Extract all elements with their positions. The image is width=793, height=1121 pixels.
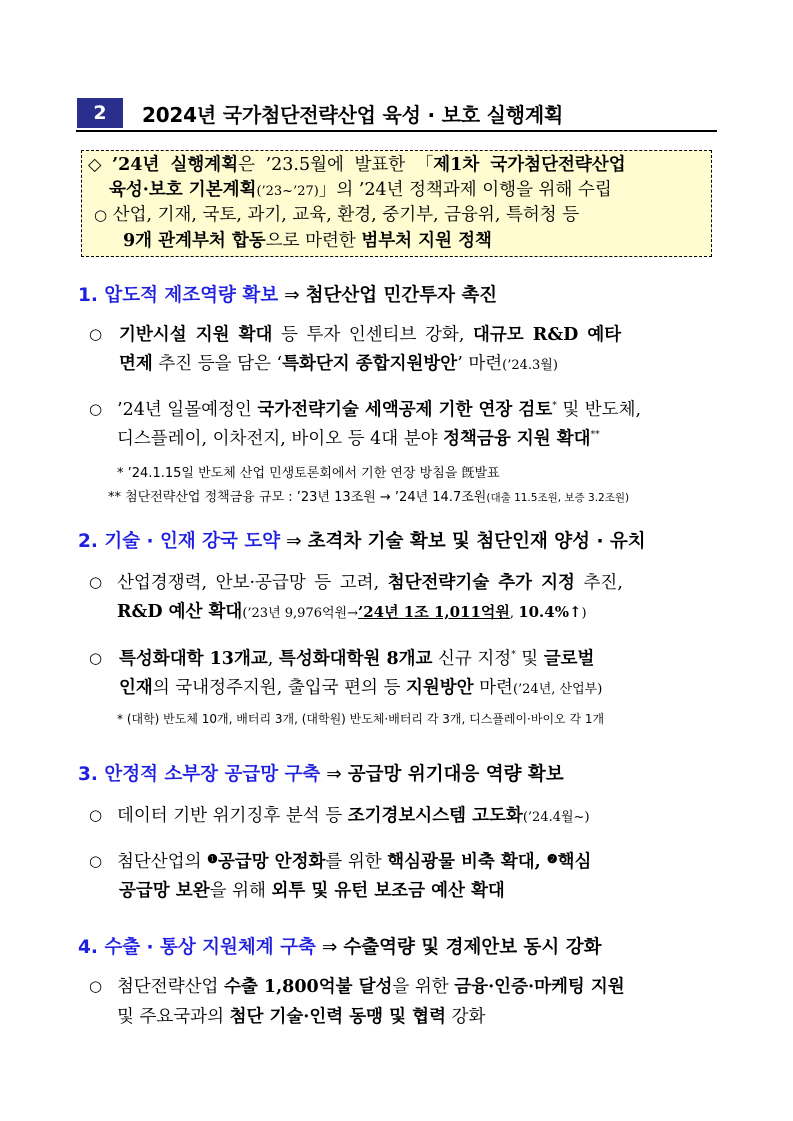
s1-note-2: ** 첨단전략산업 정책금융 규모 : ’23년 13조원 → ’24년 14.7조원(대출 11.5조원, 보증 3.2조원) xyxy=(108,490,630,505)
s3-b1-line1: 데이터 기반 위기징후 분석 등 조기경보시스템 고도화(’24.4월~) xyxy=(117,806,590,826)
bullet-icon: ○ xyxy=(89,852,103,870)
s3-b2-line1: 첨단산업의 $^❶$공급망 안정화를 위한 핵심광물 비축 확대, $^❷$핵심 xyxy=(117,852,592,872)
bullet-icon: ○ xyxy=(89,649,103,667)
summary-line-4: 9개 관계부처 합동으로 마련한 범부처 지원 정책 xyxy=(123,231,492,251)
heading-3: 3. 안정적 소부장 공급망 구축 ⇒ 공급망 위기대응 역량 확보 xyxy=(78,764,564,785)
heading-1: 1. 압도적 제조역량 확보 ⇒ 첨단산업 민간투자 촉진 xyxy=(78,285,498,306)
bullet-icon: ○ xyxy=(89,573,103,591)
summary-line-1: ◇ ’24년 실행계획은 ’23.5월에 발표한 「제1차 국가첨단전략산업 xyxy=(88,155,626,175)
bullet-icon: ○ xyxy=(89,325,103,343)
s3-b2-line2: 공급망 보완을 위해 외투 및 유턴 보조금 예산 확대 xyxy=(119,881,505,901)
section-number: 2 xyxy=(77,98,123,128)
bullet-icon: ○ xyxy=(89,400,103,418)
section-header xyxy=(76,96,717,132)
s1-b1-line1: 기반시설 지원 확대 등 투자 인센티브 강화, 대규모 R&D 예타 xyxy=(119,325,622,345)
s1-b1-line2: 면제 추진 등을 담은 ‘특화단지 종합지원방안’ 마련(’24.3월) xyxy=(119,354,558,374)
summary-box xyxy=(81,150,712,257)
heading-4: 4. 수출 · 통상 지원체계 구축 ⇒ 수출역량 및 경제안보 동시 강화 xyxy=(78,937,602,958)
section-title: 2024년 국가첨단전략산업 육성 · 보호 실행계획 xyxy=(142,103,564,127)
summary-line-2: 육성·보호 기본계획(’23~’27)」의 ’24년 정책과제 이행을 위해 수립 xyxy=(109,180,612,200)
bullet-icon: ○ xyxy=(89,977,103,995)
s2-b1-line1: 산업경쟁력, 안보·공급망 등 고려, 첨단전략기술 추가 지정 추진, xyxy=(117,573,623,593)
s2-b1-line2: R&D 예산 확대(’23년 9,976억원→’24년 1조 1,011억원, 10.4%↑) xyxy=(117,602,587,622)
heading-2: 2. 기술 · 인재 강국 도약 ⇒ 초격차 기술 확보 및 첨단인재 양성 · 유치 xyxy=(78,531,646,552)
summary-line-3: ○ 산업, 기재, 국토, 과기, 교육, 환경, 중기부, 금융위, 특허청 등 xyxy=(94,205,580,225)
s4-b1-line1: 첨단전략산업 수출 1,800억불 달성을 위한 금융·인증·마케팅 지원 xyxy=(117,977,625,997)
s1-note-1: * ’24.1.15일 반도체 산업 민생토론회에서 기한 연장 방침을 旣발표 xyxy=(117,466,500,481)
s1-b2-line2: 디스플레이, 이차전지, 바이오 등 4대 분야 정책금융 지원 확대** xyxy=(117,429,600,449)
s1-b2-line1: ’24년 일몰예정인 국가전략기술 세액공제 기한 연장 검토* 및 반도체, xyxy=(117,400,642,420)
bullet-icon: ○ xyxy=(89,806,103,824)
s4-b1-line2: 및 주요국과의 첨단 기술·인력 동맹 및 협력 강화 xyxy=(117,1007,486,1027)
s2-b2-line1: 특성화대학 13개교, 특성화대학원 8개교 신규 지정* 및 글로벌 xyxy=(119,649,595,669)
s2-note-1: * (대학) 반도체 10개, 배터리 3개, (대학원) 반도체·배터리 각 3개, 디스플레이·바이오 각 1개 xyxy=(117,712,605,726)
s2-b2-line2: 인재의 국내정주지원, 출입국 편의 등 지원방안 마련(’24년, 산업부) xyxy=(119,678,603,698)
